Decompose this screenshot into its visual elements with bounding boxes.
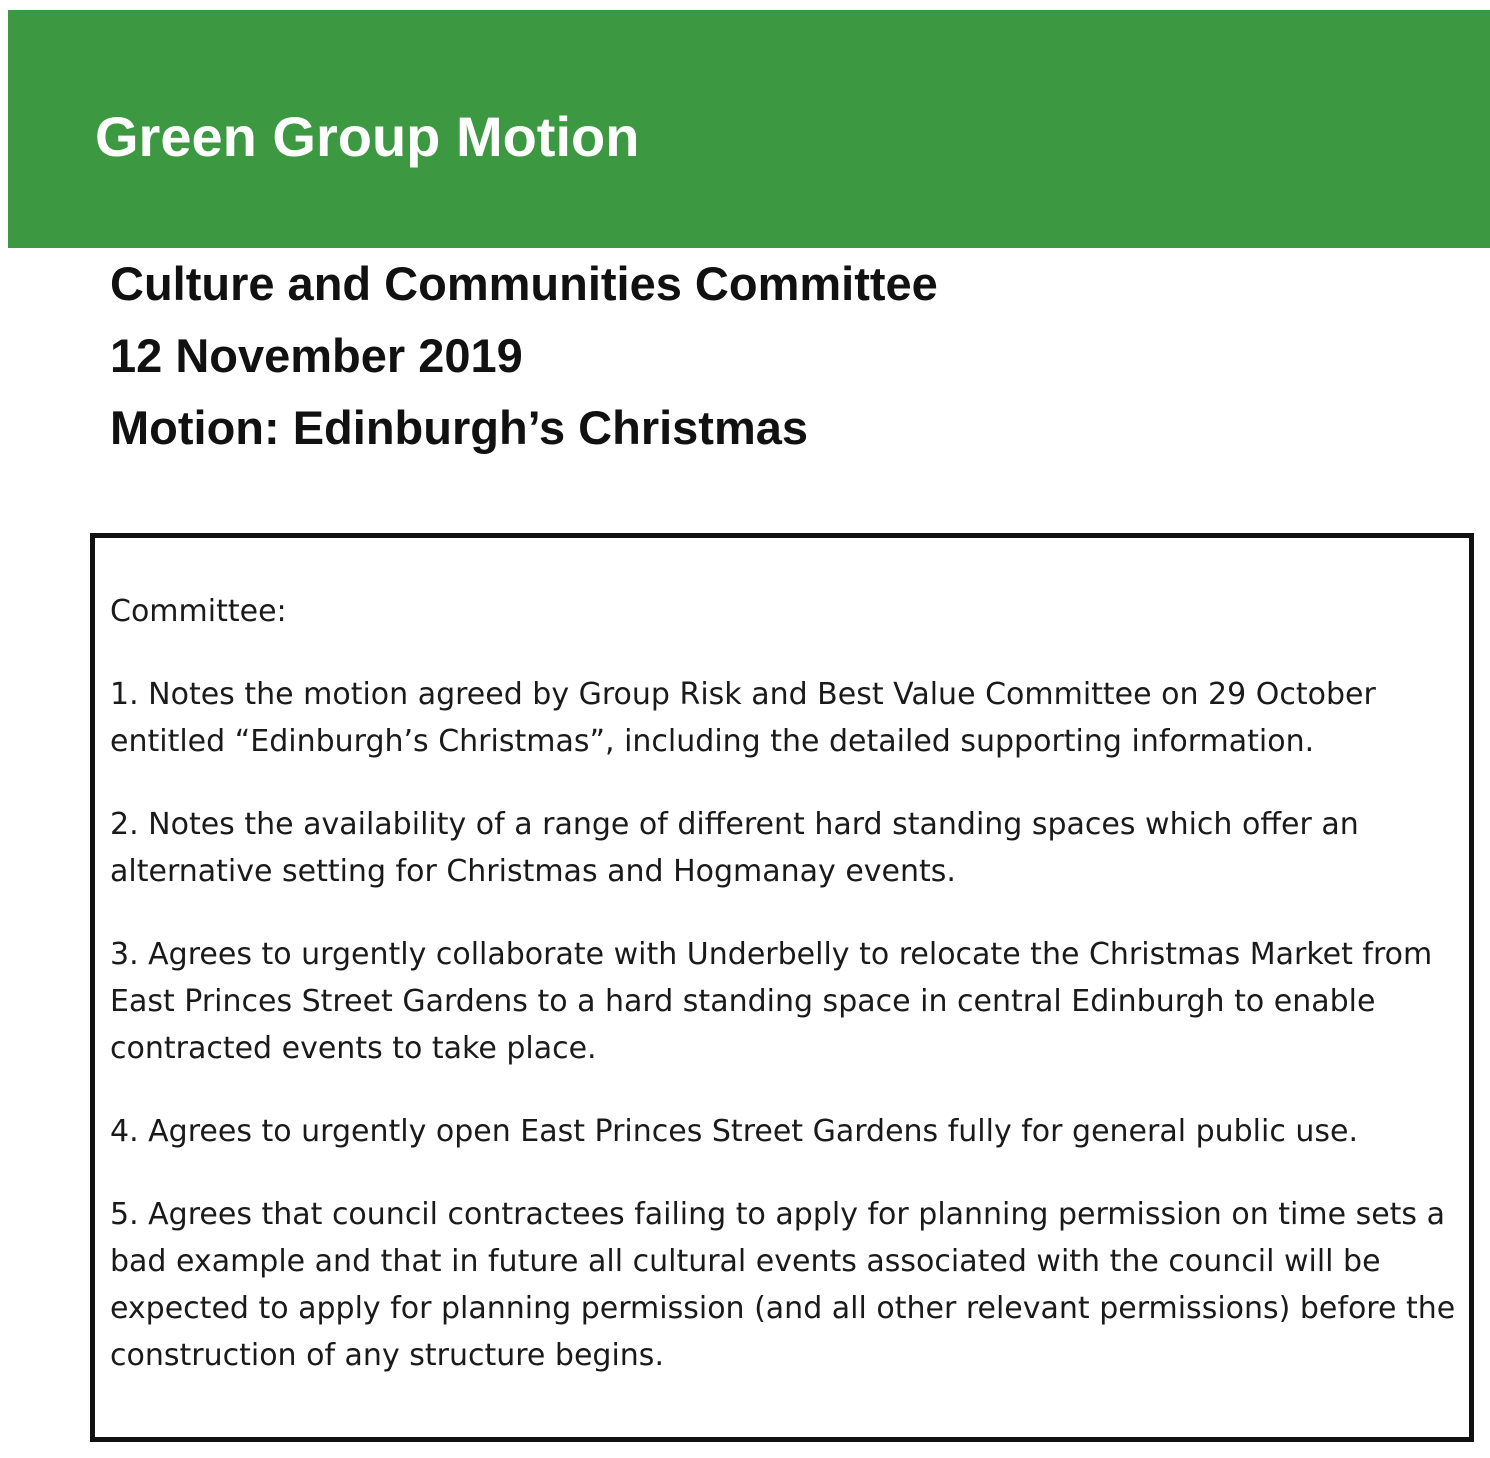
motion-title: Motion: Edinburgh’s Christmas bbox=[110, 401, 809, 454]
motion-clause-4: 4. Agrees to urgently open East Princes Street Gardens fully for general public use. bbox=[110, 1114, 1359, 1149]
committee-name: Culture and Communities Committee bbox=[110, 257, 938, 310]
banner-title: Green Group Motion bbox=[95, 105, 640, 168]
document-heading bbox=[110, 248, 938, 464]
meeting-date: 12 November 2019 bbox=[110, 329, 523, 382]
motion-clause-5: 5. Agrees that council contractees failing to apply for planning permission on time sets a bad example and that in future all cultural events associated with the council will be expected to apply for planning permission (and all other relevant permissions) before the construction of any structure begins. bbox=[110, 1197, 1456, 1373]
motion-clause-2: 2. Notes the availability of a range of different hard standing spaces which offer an alternative setting for Christmas and Hogmanay events. bbox=[110, 807, 1359, 889]
motion-clause-3: 3. Agrees to urgently collaborate with Underbelly to relocate the Christmas Market from East Princes Street Gardens to a hard standing space in central Edinburgh to enable contracted events to take place. bbox=[110, 937, 1433, 1066]
motion-body bbox=[110, 588, 1460, 1415]
motion-text-box bbox=[90, 533, 1474, 1442]
motion-clause-1: 1. Notes the motion agreed by Group Risk and Best Value Committee on 29 October entitled “Edinburgh’s Christmas”, including the detailed supporting information. bbox=[110, 677, 1376, 759]
motion-intro: Committee: bbox=[110, 594, 287, 629]
header-banner bbox=[8, 10, 1490, 248]
